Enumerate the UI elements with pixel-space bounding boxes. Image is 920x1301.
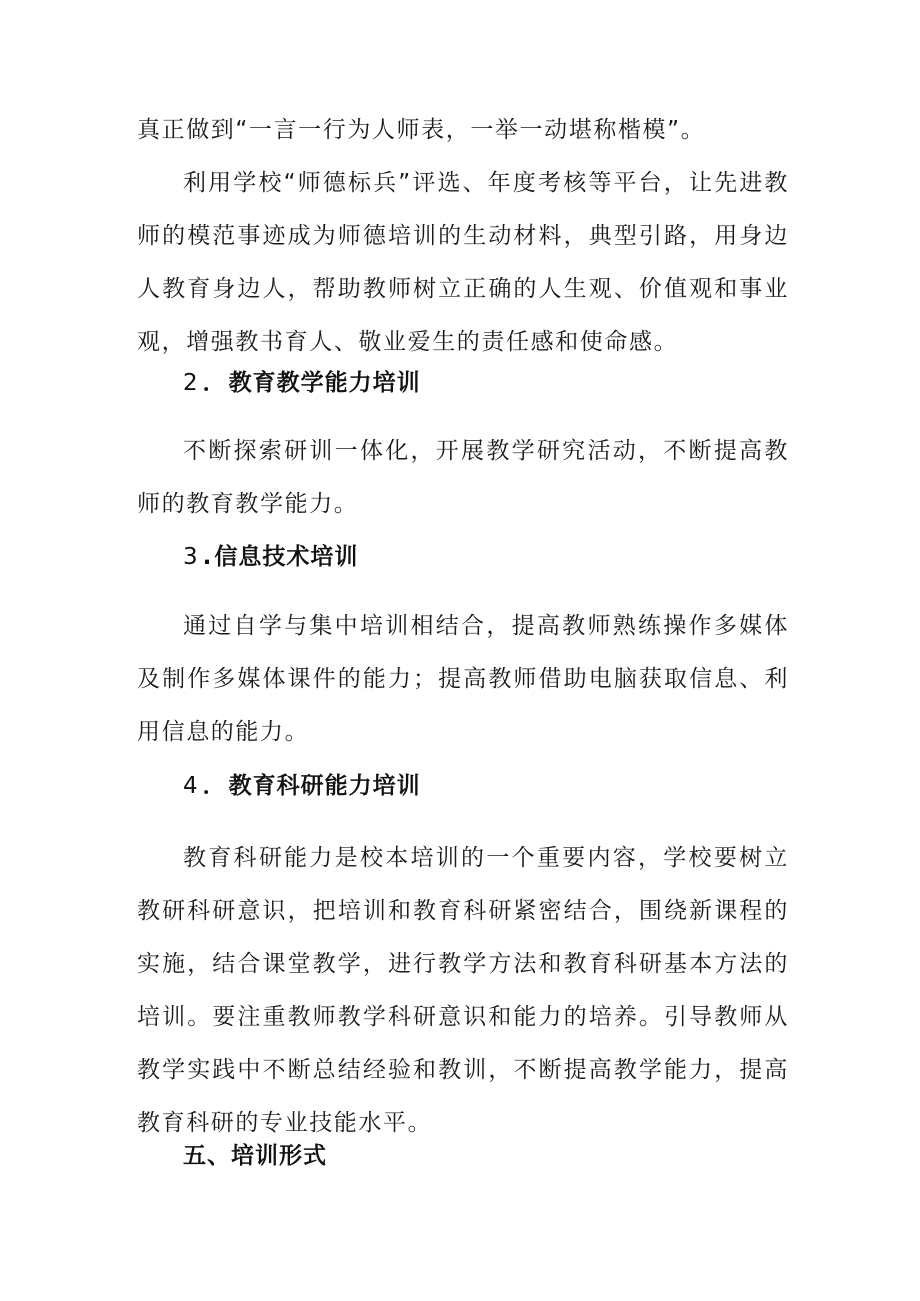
heading-separator: ．: [202, 773, 227, 799]
paragraph-research-ability: 教育科研能力是校本培训的一个重要内容，学校要树立教研科研意识，把培训和教育科研紧密结合，围绕新课程的实施，结合课堂教学，进行教学方法和教育科研基本方法的培训。要注重教师教学科研意识和能力的培养。引导教师从教学实践中不断总结经验和教训，不断提高教学能力，提高教育科研的专业技能水平。: [137, 845, 789, 1136]
paragraph-continuation: 真正做到“一言一行为人师表，一举一动堪称楷模”。: [137, 117, 706, 143]
heading-separator: .: [202, 544, 213, 570]
heading-number: 3: [183, 544, 199, 570]
heading-separator: ．: [202, 370, 227, 396]
heading-teaching-ability: [183, 363, 421, 403]
paragraph-it-training: 通过自学与集中培训相结合，提高教师熟练操作多媒体及制作多媒体课件的能力；提高教师借助电脑获取信息、利用信息的能力。: [137, 613, 789, 745]
paragraph-teaching-ability: 不断探索研训一体化，开展教学研究活动，不断提高教师的教育教学能力。: [137, 438, 789, 517]
heading-number: 2: [183, 370, 199, 396]
heading-title: 教育教学能力培训: [228, 370, 421, 396]
heading-title: 教育科研能力培训: [228, 773, 421, 799]
paragraph-teacher-ethics: 利用学校“师德标兵”评选、年度考核等平台，让先进教师的模范事迹成为师德培训的生动材料，典型引路，用身边人教育身边人，帮助教师树立正确的人生观、价值观和事业观，增强教书育人、敬业爱生的责任感和使命感。: [137, 170, 789, 355]
section-heading-training-format: 五、培训形式: [183, 1143, 327, 1169]
heading-number: 4: [183, 773, 199, 799]
heading-research-ability: [183, 766, 421, 806]
heading-it-training: [183, 537, 358, 577]
heading-title: 信息技术培训: [214, 544, 359, 570]
